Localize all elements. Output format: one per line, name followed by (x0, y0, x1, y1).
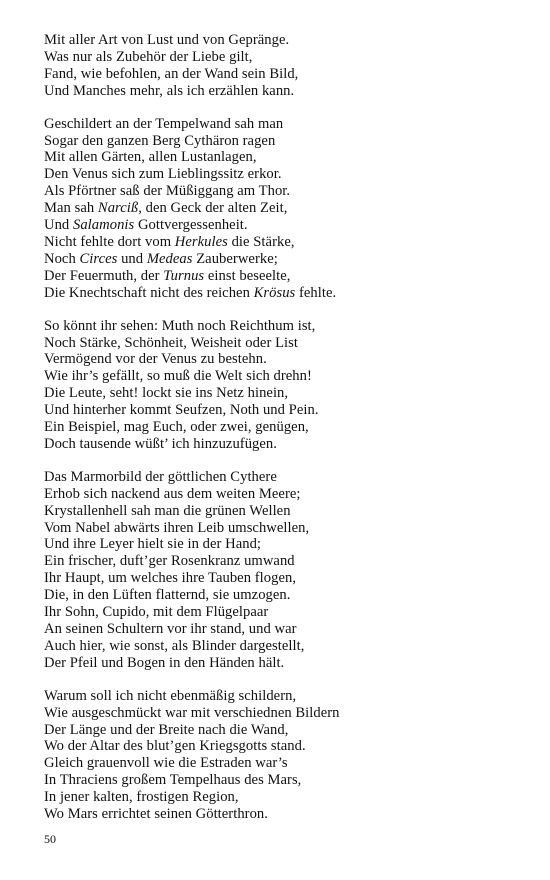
verse-text: fehlte. (295, 284, 337, 301)
verse-line (44, 251, 514, 268)
verse-italic-name: Krösus (253, 284, 296, 301)
verse-line: Ihr Sohn, Cupido, mit dem Flügelpaar (44, 604, 269, 621)
stanza (44, 318, 514, 453)
verse-text: Man sah (44, 200, 98, 217)
verse-line: Noch Stärke, Schönheit, Weisheit oder List (44, 334, 298, 351)
poem-text (44, 32, 514, 839)
page-number: 50 (44, 832, 56, 846)
verse-line: Was nur als Zubehör der Liebe gilt, (44, 48, 253, 65)
verse-italic-name: Medeas (146, 250, 193, 267)
verse-line (44, 217, 514, 234)
verse-text: Zauberwerke; (192, 250, 278, 267)
verse-text: den Geck der alten Zeit, (141, 200, 288, 217)
verse-line: Und Manches mehr, als ich erzählen kann. (44, 82, 295, 99)
verse-text: Nicht fehlte dort vom (44, 233, 175, 250)
stanza (44, 688, 514, 823)
stanza (44, 116, 514, 302)
verse-line: Doch tausende wüßt’ ich hinzuzufügen. (44, 435, 277, 452)
verse-line: An seinen Schultern vor ihr stand, und war (44, 621, 297, 637)
verse-line: Die, in den Lüften flatternd, sie umzogen. (44, 587, 291, 604)
verse-line: Auch hier, wie sonst, als Blinder dargestellt, (44, 637, 305, 654)
verse-line: Ein frischer, duft’ger Rosenkranz umwand (44, 553, 295, 570)
verse-text: und (117, 250, 147, 267)
verse-line: Wie ausgeschmückt war mit verschiednen Bildern (44, 704, 340, 721)
verse-line (44, 234, 514, 251)
verse-line: Den Venus sich zum Lieblingssitz erkor. (44, 166, 282, 183)
verse-line: Ihr Haupt, um welches ihre Tauben flogen, (44, 570, 297, 587)
verse-text: Der Feuermuth, der (44, 267, 164, 284)
verse-line: Der Pfeil und Bogen in den Händen hält. (44, 654, 285, 671)
verse-line: Warum soll ich nicht ebenmäßig schildern, (44, 687, 297, 704)
verse-italic-name: Salamonis (72, 217, 135, 234)
verse-line: Als Pförtner saß der Müßiggang am Thor. (44, 183, 291, 200)
verse-line: Geschildert an der Tempelwand sah man (44, 115, 284, 132)
verse-line: Mit allen Gärten, allen Lustanlagen, (44, 149, 257, 166)
verse-line: Wo Mars errichtet seinen Götterthron. (44, 806, 268, 823)
verse-text: Noch (44, 250, 80, 267)
verse-line: Die Leute, seht! lockt sie ins Netz hinein, (44, 385, 289, 402)
verse-line: Wo der Altar des blut’gen Kriegsgotts stand. (44, 738, 306, 755)
verse-text: einst beseelte, (204, 267, 291, 284)
verse-line: Und ihre Leyer hielt sie in der Hand; (44, 536, 262, 553)
verse-line: Das Marmorbild der göttlichen Cythere (44, 468, 277, 485)
stanza (44, 32, 514, 100)
verse-italic-name: Turnus (163, 267, 205, 284)
verse-line (44, 268, 514, 285)
verse-italic-name: Narciß, (97, 200, 142, 217)
verse-text: Und (44, 217, 73, 234)
verse-text: Die Knechtschaft nicht des reichen (44, 284, 254, 301)
verse-line: Erhob sich nackend aus dem weiten Meere; (44, 485, 301, 502)
verse-text: Gottvergessenheit. (134, 217, 248, 234)
verse-text: die Stärke, (227, 233, 295, 250)
verse-line: In jener kalten, frostigen Region, (44, 789, 239, 806)
verse-line (44, 200, 514, 217)
verse-line: Gleich grauenvoll wie die Estraden war’s (44, 755, 288, 772)
verse-line: Krystallenhell sah man die grünen Wellen (44, 502, 291, 519)
verse-line (44, 285, 514, 302)
verse-line: Mit aller Art von Lust und von Gepränge. (44, 32, 290, 48)
verse-line: In Thraciens großem Tempelhaus des Mars, (44, 772, 302, 789)
verse-line: Vermögend vor der Venus zu bestehn. (44, 351, 267, 368)
verse-line: Sogar den ganzen Berg Cythäron ragen (44, 132, 276, 149)
verse-line: So könnt ihr sehen: Muth noch Reichthum ist, (44, 317, 316, 334)
verse-italic-name: Circes (79, 250, 118, 267)
verse-line: Der Länge und der Breite nach die Wand, (44, 721, 289, 738)
verse-line: Fand, wie befohlen, an der Wand sein Bild, (44, 65, 299, 82)
verse-line: Und hinterher kommt Seufzen, Noth und Pein. (44, 402, 319, 419)
verse-line: Wie ihr’s gefällt, so muß die Welt sich drehn! (44, 368, 312, 385)
stanza (44, 469, 514, 672)
verse-line: Vom Nabel abwärts ihren Leib umschwellen, (44, 519, 310, 536)
verse-line: Ein Beispiel, mag Euch, oder zwei, genügen, (44, 419, 309, 436)
verse-italic-name: Herkules (174, 233, 228, 250)
